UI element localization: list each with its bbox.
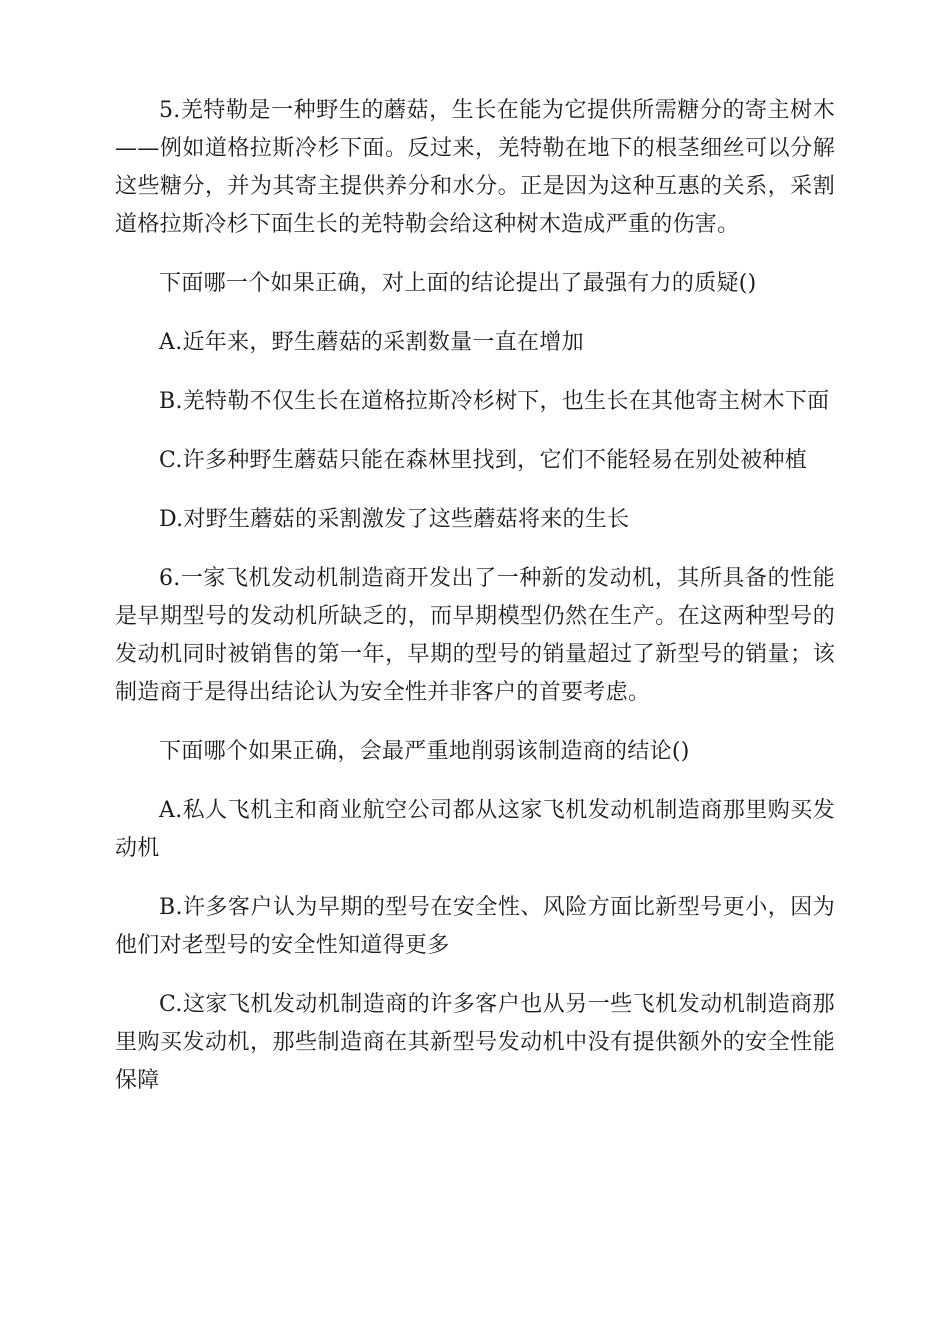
question-6-option-a: A.私人飞机主和商业航空公司都从这家飞机发动机制造商那里购买发动机	[115, 798, 835, 861]
question-6-prompt: 下面哪个如果正确，会最严重地削弱该制造商的结论()	[159, 739, 690, 764]
question-5-prompt: 下面哪一个如果正确，对上面的结论提出了最强有力的质疑()	[159, 271, 757, 296]
question-5-option-d: D.对野生蘑菇的采割激发了这些蘑菇将来的生长	[159, 507, 630, 532]
question-6-stem: 6.一家飞机发动机制造商开发出了一种新的发动机，其所具备的性能是早期型号的发动机所缺乏的，而早期模型仍然在生产。在这两种型号的发动机同时被销售的第一年，早期的型号的销量超过了新型号的销量；该制造商于是得出结论认为安全性并非客户的首要考虑。	[115, 566, 835, 705]
question-5-option-b: B.羌特勒不仅生长在道格拉斯冷杉树下，也生长在其他寄主树木下面	[159, 389, 830, 414]
question-6-option-c: C.这家飞机发动机制造商的许多客户也从另一些飞机发动机制造商那里购买发动机，那些制造商在其新型号发动机中没有提供额外的安全性能保障	[115, 992, 835, 1093]
question-5-option-a: A.近年来，野生蘑菇的采割数量一直在增加	[159, 330, 584, 355]
question-6-option-b: B.许多客户认为早期的型号在安全性、风险方面比新型号更小，因为他们对老型号的安全性知道得更多	[115, 895, 835, 958]
document-body	[115, 92, 835, 1121]
question-5-option-c: C.许多种野生蘑菇只能在森林里找到，它们不能轻易在别处被种植	[159, 448, 808, 473]
question-5-stem: 5.羌特勒是一种野生的蘑菇，生长在能为它提供所需糖分的寄主树木——例如道格拉斯冷杉下面。反过来，羌特勒在地下的根茎细丝可以分解这些糖分，并为其寄主提供养分和水分。正是因为这种互惠的关系，采割道格拉斯冷杉下面生长的羌特勒会给这种树木造成严重的伤害。	[115, 98, 835, 237]
